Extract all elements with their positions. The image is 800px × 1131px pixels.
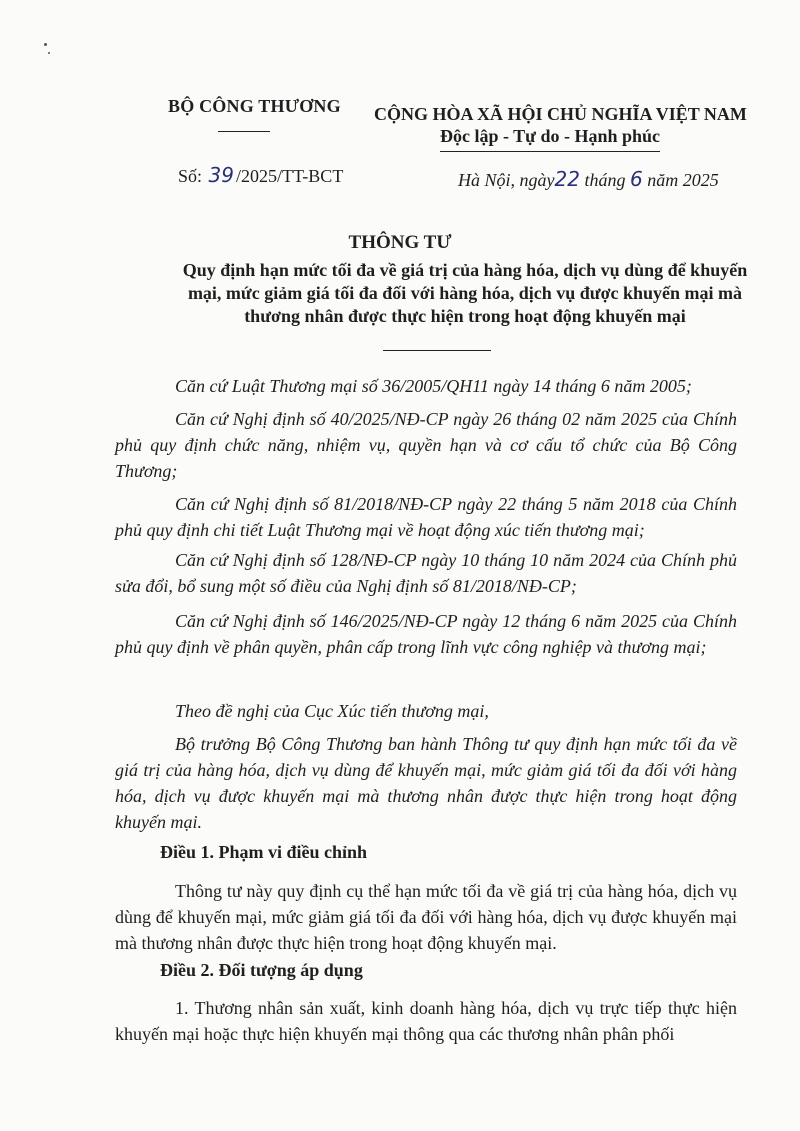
date-place: Hà Nội, ngày [458, 170, 555, 190]
issue-date [458, 167, 719, 191]
handwritten-day: 22 [554, 167, 580, 191]
preamble-paragraph: Theo đề nghị của Cục Xúc tiến thương mại, [175, 701, 489, 721]
preamble-paragraph: Căn cứ Nghị định số 128/NĐ-CP ngày 10 tháng 10 năm 2024 của Chính phủ sửa đổi, bổ sung một số điều của Nghị định số 81/2018/NĐ-CP; [115, 550, 737, 596]
document-subject: Quy định hạn mức tối đa về giá trị của hàng hóa, dịch vụ dùng để khuyến mại, mức giảm giá tối đa đối với hàng hóa, dịch vụ được khuyến mại mà thương nhân được thực hiện trong hoạt động khuyến mại [182, 260, 748, 326]
article-1-heading: Điều 1. Phạm vi điều chỉnh [160, 842, 368, 862]
article-2-body: 1. Thương nhân sản xuất, kinh doanh hàng hóa, dịch vụ trực tiếp thực hiện khuyến mại hoặc thực hiện khuyến mại thông qua các thương nhân phân phối [115, 998, 737, 1044]
issuing-agency: BỘ CÔNG THƯƠNG [168, 96, 341, 116]
article-1-body: Thông tư này quy định cụ thể hạn mức tối đa về giá trị của hàng hóa, dịch vụ dùng để khuyến mại, mức giảm giá tối đa đối với hàng hóa, dịch vụ được khuyến mại mà thương nhân được thực hiện trong hoạt động khuyến mại. [115, 881, 737, 953]
preamble-paragraph: Căn cứ Nghị định số 146/2025/NĐ-CP ngày 12 tháng 6 năm 2025 của Chính phủ quy định về phân quyền, phân cấp trong lĩnh vực công nghiệp và thương mại; [115, 611, 737, 657]
preamble-paragraph: Căn cứ Nghị định số 81/2018/NĐ-CP ngày 22 tháng 5 năm 2018 của Chính phủ quy định chi tiết Luật Thương mại về hoạt động xúc tiến thương mại; [115, 494, 737, 540]
preamble-paragraph: Căn cứ Nghị định số 40/2025/NĐ-CP ngày 26 tháng 02 năm 2025 của Chính phủ quy định chức năng, nhiệm vụ, quyền hạn và cơ cấu tổ chức của Bộ Công Thương; [115, 409, 737, 481]
date-year: năm 2025 [647, 170, 719, 190]
scan-speck [44, 43, 47, 46]
number-prefix: Số: [178, 166, 203, 186]
national-title: CỘNG HÒA XÃ HỘI CHỦ NGHĨA VIỆT NAM [374, 104, 747, 124]
agency-underline [218, 131, 270, 132]
handwritten-month: 6 [629, 167, 643, 191]
preamble-paragraph: Bộ trưởng Bộ Công Thương ban hành Thông tư quy định hạn mức tối đa về giá trị của hàng hóa, dịch vụ dùng để khuyến mại, mức giảm giá tối đa đối với hàng hóa, dịch vụ được khuyến mại mà thương nhân được thực hiện trong hoạt động khuyến mại. [115, 734, 737, 832]
date-month-label: tháng [584, 170, 626, 190]
scan-speck [48, 52, 50, 54]
article-2-heading: Điều 2. Đối tượng áp dụng [160, 960, 363, 980]
preamble-paragraph: Căn cứ Luật Thương mại số 36/2005/QH11 ngày 14 tháng 6 năm 2005; [175, 376, 692, 396]
national-motto: Độc lập - Tự do - Hạnh phúc [440, 126, 661, 146]
document-title: THÔNG TƯ [348, 232, 452, 253]
motto-underline [440, 151, 660, 152]
handwritten-number: 39 [208, 163, 234, 187]
subject-underline [383, 350, 491, 351]
number-suffix: /2025/TT-BCT [235, 166, 344, 186]
document-number [178, 163, 343, 187]
